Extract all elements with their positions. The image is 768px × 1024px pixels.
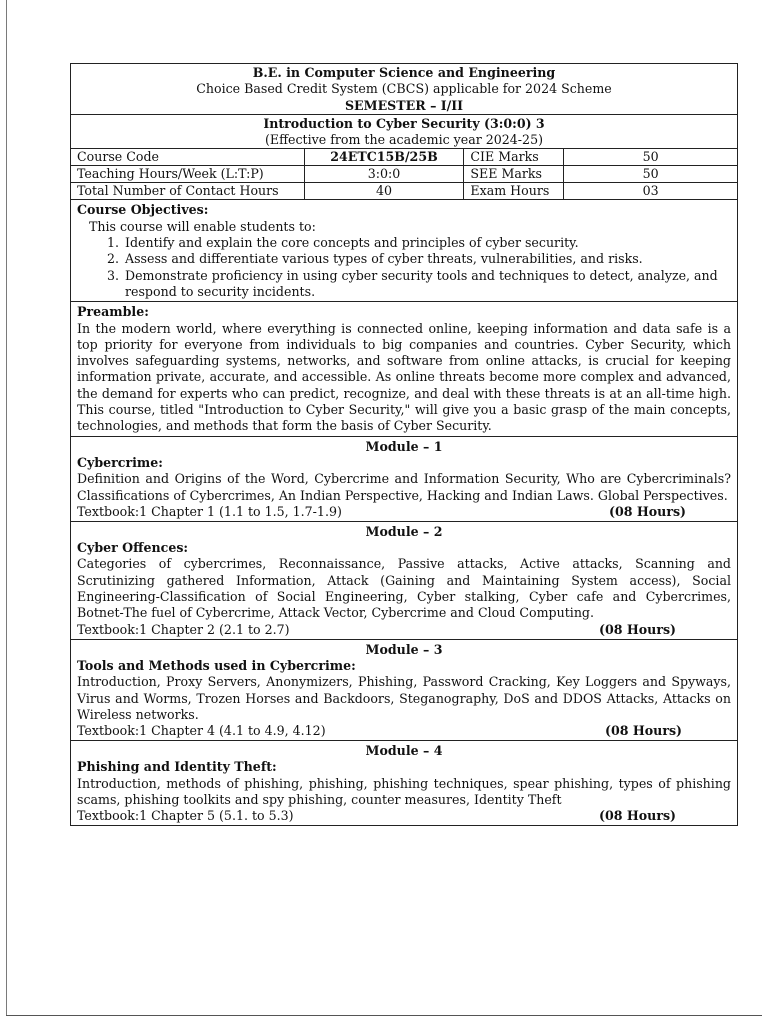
module-text: Definition and Origins of the Word, Cybercrime and Information Security, Who are Cybercriminals? Classifications of Cybercrimes, An Indian Perspective, Hacking and Indian Laws. Global Perspectives. [77, 471, 731, 503]
semester-line: SEMESTER – I/II [344, 97, 464, 113]
module-heading: Module – 3 [365, 641, 443, 657]
module-hours: (08 Hours) [605, 723, 683, 739]
textbook-reference: Textbook:1 Chapter 2 (2.1 to 2.7) [77, 621, 290, 637]
course-title: Introduction to Cyber Security (3:0:0) 3 [263, 115, 545, 131]
page-edge [6, 0, 7, 1016]
textbook-reference: Textbook:1 Chapter 5 (5.1. to 5.3) [77, 808, 294, 824]
preamble-title: Preamble: [77, 304, 149, 320]
list-item: 2. Assess and differentiate various types of cyber threats, vulnerabilities, and risks. [123, 251, 731, 267]
module-hours: (08 Hours) [599, 808, 677, 824]
module-2 [71, 522, 737, 640]
module-text: Introduction, methods of phishing, phishing, phishing techniques, spear phishing, types of phishing scams, phishing toolkits and spy phishing, counter measures, Identity Theft [77, 775, 731, 807]
module-title: Phishing and Identity Theft: [77, 759, 277, 775]
course-header [71, 64, 737, 115]
module-hours: (08 Hours) [609, 503, 687, 519]
effective-line: (Effective from the academic year 2024-25) [264, 132, 543, 148]
objectives-title: Course Objectives: [77, 202, 209, 218]
textbook-reference: Textbook:1 Chapter 4 (4.1 to 4.9, 4.12) [77, 723, 326, 739]
module-heading: Module – 4 [365, 743, 443, 759]
module-4 [71, 741, 737, 825]
table-row [71, 149, 737, 166]
meta-value: 50 [564, 149, 737, 166]
meta-value: 03 [564, 183, 737, 200]
table-row [71, 183, 737, 200]
meta-label: Total Number of Contact Hours [71, 183, 304, 200]
module-hours: (08 Hours) [599, 621, 677, 637]
preamble [71, 302, 737, 436]
objectives-list [77, 235, 731, 300]
meta-value: 3:0:0 [304, 166, 464, 183]
meta-value: 24ETC15B/25B [304, 149, 464, 166]
preamble-text: In the modern world, where everything is connected online, keeping information and data safe is a top priority for everyone from individuals to big companies and countries. Cyber Security, which involves safeguarding systems, networks, and software from online attacks, is crucial for keeping information private, accurate, and accessible. As online threats become more complex and advanced, the demand for experts who can predict, recognize, and deal with these threats is at an all-time high. This course, titled "Introduction to Cyber Security," will give you a basic grasp of the main concepts, technologies, and methods that form the basis of Cyber Security. [77, 320, 731, 434]
module-text: Introduction, Proxy Servers, Anonymizers, Phishing, Password Cracking, Key Loggers and Spyways, Virus and Worms, Trozen Horses and Backdoors, Steganography, DoS and DDOS Attacks, Attacks on Wireless networks. [77, 674, 731, 722]
objectives-intro: This course will enable students to: [89, 218, 316, 234]
course-objectives [71, 200, 737, 302]
module-textbook-row [77, 504, 731, 520]
meta-label: Course Code [71, 149, 304, 166]
module-text: Categories of cybercrimes, Reconnaissance, Passive attacks, Active attacks, Scanning and Scrutinizing gathered Information, Attack (Gaining and Maintaining System access), Social Engineering-Classification of Social Engineering, Cyber stalking, Cyber cafe and Cybercrimes, Botnet-The fuel of Cybercrime, Attack Vector, Cybercrime and Cloud Computing. [77, 556, 731, 621]
list-item: 1. Identify and explain the core concepts and principles of cyber security. [123, 235, 731, 251]
program-title: B.E. in Computer Science and Engineering [252, 65, 556, 80]
page-edge-bottom [6, 1015, 762, 1016]
meta-label: SEE Marks [464, 166, 564, 183]
module-textbook-row [77, 808, 731, 824]
module-title: Tools and Methods used in Cybercrime: [77, 657, 356, 673]
course-meta-table [71, 149, 737, 200]
module-textbook-row [77, 723, 731, 739]
module-1 [71, 437, 737, 522]
module-title: Cyber Offences: [77, 540, 189, 556]
list-item: 3. Demonstrate proficiency in using cyber security tools and techniques to detect, analyze, and respond to security incidents. [123, 268, 731, 301]
meta-label: CIE Marks [464, 149, 564, 166]
module-title: Cybercrime: [77, 454, 163, 470]
module-heading: Module – 1 [365, 438, 443, 454]
syllabus-sheet [70, 63, 738, 826]
meta-label: Exam Hours [464, 183, 564, 200]
scheme-line: Choice Based Credit System (CBCS) applicable for 2024 Scheme [196, 81, 612, 97]
meta-value: 50 [564, 166, 737, 183]
table-row [71, 166, 737, 183]
module-textbook-row [77, 622, 731, 638]
meta-value: 40 [304, 183, 464, 200]
textbook-reference: Textbook:1 Chapter 1 (1.1 to 1.5, 1.7-1.9) [77, 503, 342, 519]
course-title-block [71, 115, 737, 150]
module-3 [71, 640, 737, 741]
meta-label: Teaching Hours/Week (L:T:P) [71, 166, 304, 183]
module-heading: Module – 2 [365, 523, 443, 539]
